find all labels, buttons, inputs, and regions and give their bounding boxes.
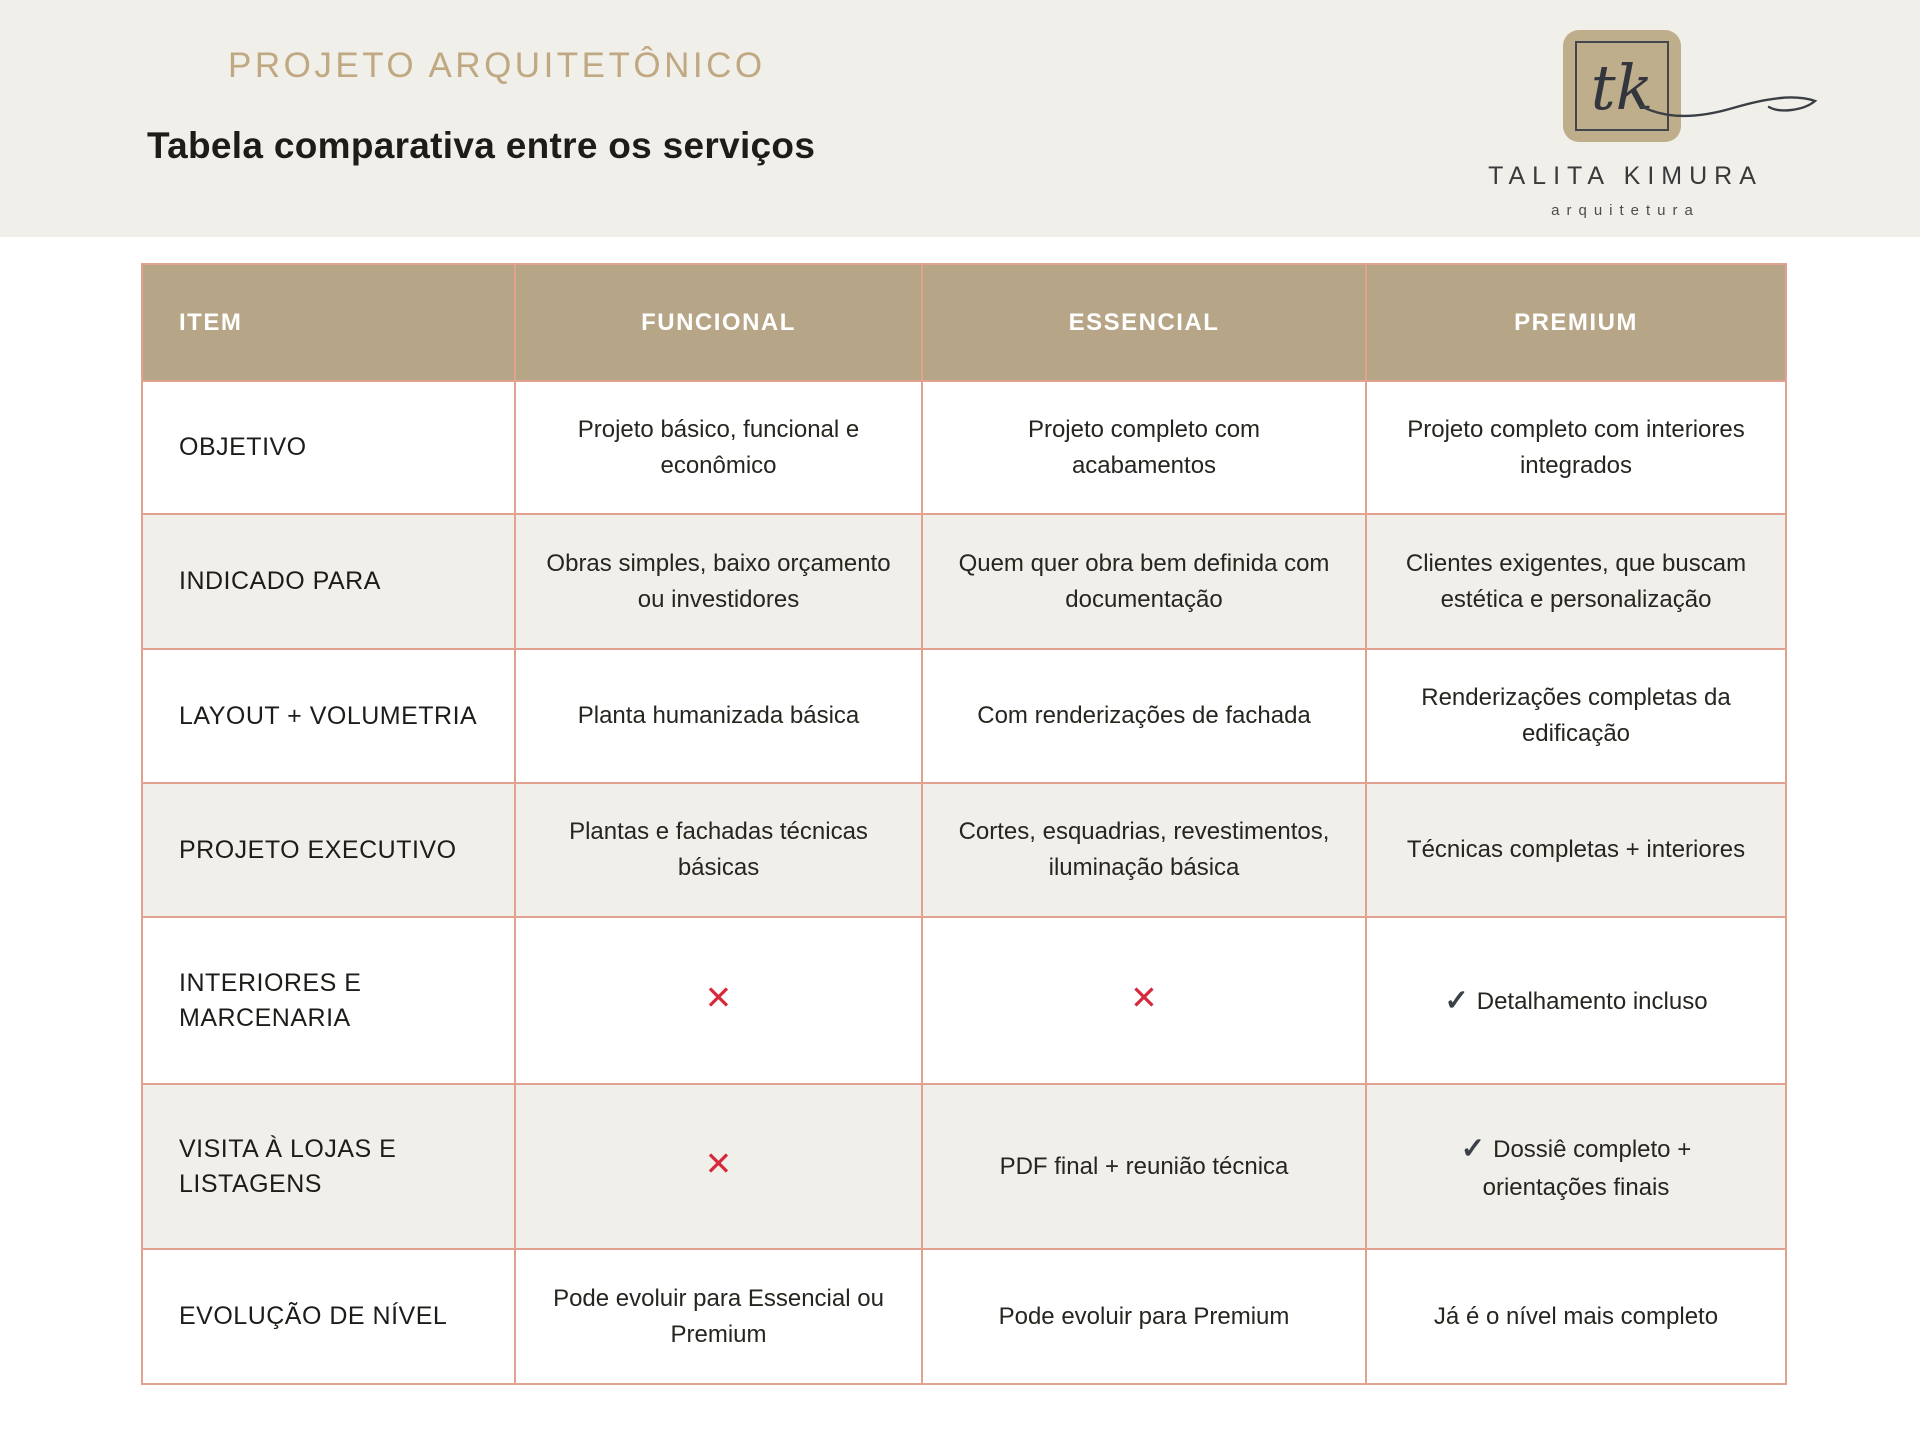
table-row bbox=[142, 1084, 1786, 1249]
cell-text: Plantas e fachadas técnicas básicas bbox=[569, 818, 868, 881]
logo-mark bbox=[1563, 30, 1681, 142]
cell-text: Já é o nível mais completo bbox=[1433, 1302, 1719, 1330]
cell-text: Renderizações completas da edificação bbox=[1421, 684, 1731, 747]
cell-premium bbox=[1366, 381, 1786, 514]
row-label: PROJETO EXECUTIVO bbox=[142, 783, 515, 917]
table-row bbox=[142, 649, 1786, 783]
logo-monogram: tk bbox=[1590, 51, 1654, 124]
cell-funcional bbox=[515, 783, 922, 917]
cell-funcional bbox=[515, 514, 922, 649]
comparison-table bbox=[141, 263, 1787, 1385]
cell-premium bbox=[1366, 1084, 1786, 1249]
cell-essencial bbox=[922, 1084, 1366, 1249]
cell-essencial bbox=[922, 514, 1366, 649]
x-icon: ✕ bbox=[704, 1145, 733, 1182]
header-row bbox=[142, 264, 1786, 381]
cell-essencial bbox=[922, 917, 1366, 1084]
cell-funcional bbox=[515, 1084, 922, 1249]
table-row bbox=[142, 917, 1786, 1084]
cell-premium bbox=[1366, 514, 1786, 649]
cell-text: Com renderizações de fachada bbox=[977, 702, 1311, 729]
table-row bbox=[142, 514, 1786, 649]
cell-text: Projeto básico, funcional e econômico bbox=[577, 415, 860, 479]
cell-essencial bbox=[922, 381, 1366, 514]
page-title: Tabela comparativa entre os serviços bbox=[147, 125, 816, 166]
column-header-essencial: ESSENCIAL bbox=[922, 264, 1366, 381]
x-icon: ✕ bbox=[704, 979, 733, 1016]
row-label: INTERIORES E MARCENARIA bbox=[142, 917, 515, 1084]
cell-text: Obras simples, baixo orçamento ou investidores bbox=[546, 549, 891, 613]
cell-text: Detalhamento incluso bbox=[1476, 987, 1708, 1015]
cell-text: Técnicas completas + interiores bbox=[1406, 836, 1746, 863]
check-icon: ✓ bbox=[1460, 1132, 1486, 1165]
row-label: VISITA À LOJAS E LISTAGENS bbox=[142, 1084, 515, 1249]
row-label: OBJETIVO bbox=[142, 381, 515, 514]
cell-text: Pode evoluir para Premium bbox=[998, 1302, 1290, 1330]
column-header-item: ITEM bbox=[142, 264, 515, 381]
cell-text: Pode evoluir para Essencial ou Premium bbox=[553, 1284, 884, 1348]
cell-essencial bbox=[922, 649, 1366, 783]
table-row bbox=[142, 381, 1786, 514]
cell-text: Planta humanizada básica bbox=[577, 702, 860, 729]
column-header-premium: PREMIUM bbox=[1366, 264, 1786, 381]
cell-text: Projeto completo com interiores integrados bbox=[1407, 415, 1745, 479]
cell-text: Clientes exigentes, que buscam estética e personalização bbox=[1405, 549, 1747, 613]
eyebrow-title: PROJETO ARQUITETÔNICO bbox=[228, 46, 766, 85]
row-label: EVOLUÇÃO DE NÍVEL bbox=[142, 1249, 515, 1384]
cell-text: PDF final + reunião técnica bbox=[999, 1152, 1289, 1180]
check-icon: ✓ bbox=[1444, 984, 1469, 1017]
cell-funcional bbox=[515, 649, 922, 783]
header-band bbox=[0, 0, 1920, 237]
cell-premium bbox=[1366, 917, 1786, 1084]
cell-premium bbox=[1366, 783, 1786, 917]
cell-text: Projeto completo com acabamentos bbox=[1027, 415, 1261, 479]
table-row bbox=[142, 783, 1786, 917]
x-icon: ✕ bbox=[1130, 979, 1158, 1016]
cell-essencial bbox=[922, 1249, 1366, 1384]
column-header-funcional: FUNCIONAL bbox=[515, 264, 922, 381]
cell-premium bbox=[1366, 649, 1786, 783]
cell-text: Cortes, esquadrias, revestimentos, iluminação básica bbox=[958, 818, 1330, 881]
brand-tagline: arquitetura bbox=[1551, 202, 1700, 219]
table-row bbox=[142, 1249, 1786, 1384]
cell-essencial bbox=[922, 783, 1366, 917]
row-label: INDICADO PARA bbox=[142, 514, 515, 649]
brand-name: TALITA KIMURA bbox=[1488, 162, 1763, 190]
cell-text: Dossiê completo + orientações finais bbox=[1482, 1135, 1692, 1202]
cell-funcional bbox=[515, 917, 922, 1084]
brand-logo bbox=[1480, 30, 1764, 219]
cell-text: Quem quer obra bem definida com documentação bbox=[958, 549, 1330, 613]
cell-funcional bbox=[515, 1249, 922, 1384]
row-label: LAYOUT + VOLUMETRIA bbox=[142, 649, 515, 783]
cell-funcional bbox=[515, 381, 922, 514]
cell-premium bbox=[1366, 1249, 1786, 1384]
